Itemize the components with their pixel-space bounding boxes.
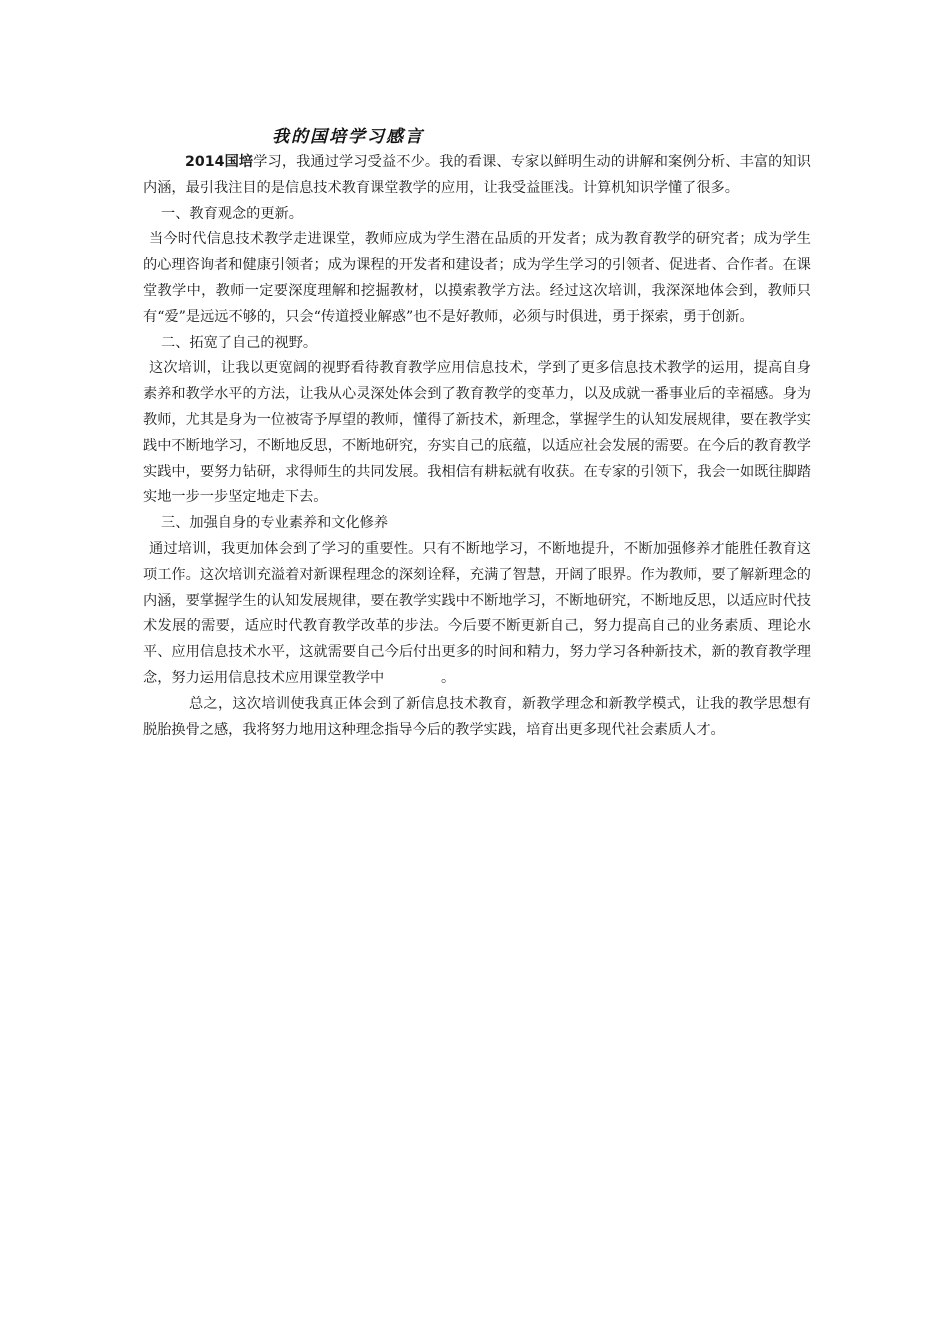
section-2-body: 这次培训，让我以更宽阔的视野看待教育教学应用信息技术，学到了更多信息技术教学的运用，提高自身素养和教学水平的方法，让我从心灵深处体会到了教育教学的变革力，以及成就一番事业后的幸福感。身为教师，尤其是身为一位被寄予厚望的教师，懂得了新技术，新理念，掌握学生的认知发展规律，要在教学实践中不断地学习，不断地反思，不断地研究，夯实自己的底蕴，以适应社会发展的需要。在今后的教育教学实践中，要努力钻研，求得师生的共同发展。我相信有耕耘就有收获。在专家的引领下，我会一如既往脚踏实地一步一步坚定地走下去。 bbox=[143, 360, 811, 506]
section-3-heading: 三、加强自身的专业素养和文化修养 bbox=[161, 515, 389, 532]
conclusion-paragraph: 总之，这次培训使我真正体会到了新信息技术教育，新教学理念和新教学模式，让我的教学思想有脱胎换骨之感，我将努力地用这种理念指导今后的教学实践，培育出更多现代社会素质人才。 bbox=[143, 695, 811, 738]
intro-text: 学习，我通过学习受益不少。我的看课、专家以鲜明生动的讲解和案例分析、丰富的知识内涵，最引我注目的是信息技术教育课堂教学的应用，让我受益匪浅。计算机知识学懂了很多。 bbox=[143, 154, 811, 196]
section-2-heading: 二、拓宽了自己的视野。 bbox=[161, 334, 318, 351]
document-body bbox=[143, 150, 811, 743]
document-title: 我的国培学习感言 bbox=[272, 127, 424, 147]
section-3-body: 通过培训，我更加体会到了学习的重要性。只有不断地学习，不断地提升，不断加强修养才能胜任教育这项工作。这次培训充溢着对新课程理念的深刻诠释，充满了智慧，开阔了眼界。作为教师，要了解新理念的内涵，要掌握学生的认知发展规律，要在教学实践中不断地学习，不断地研究，不断地反思，以适应时代技术发展的需要，适应时代教育教学改革的步法。今后要不断更新自己，努力提高自己的业务素质、理论水平、应用信息技术水平，这就需要自己今后付出更多的时间和精力，努力学习各种新技术，新的教育教学理念，努力运用信息技术应用课堂教学中 。 bbox=[143, 540, 811, 686]
section-1-heading: 一、教育观念的更新。 bbox=[161, 205, 303, 222]
intro-paragraph bbox=[143, 150, 811, 202]
section-1-body: 当今时代信息技术教学走进课堂，教师应成为学生潜在品质的开发者；成为教育教学的研究者；成为学生的心理咨询者和健康引领者；成为课程的开发者和建设者；成为学生学习的引领者、促进者、合作者。在课堂教学中，教师一定要深度理解和挖掘教材，以摸索教学方法。经过这次培训，我深深地体会到，教师只有“爱”是远远不够的，只会“传道授业解惑”也不是好教师，必须与时俱进，勇于探索，勇于创新。 bbox=[143, 231, 811, 325]
intro-lead: 2014国培 bbox=[185, 154, 254, 170]
